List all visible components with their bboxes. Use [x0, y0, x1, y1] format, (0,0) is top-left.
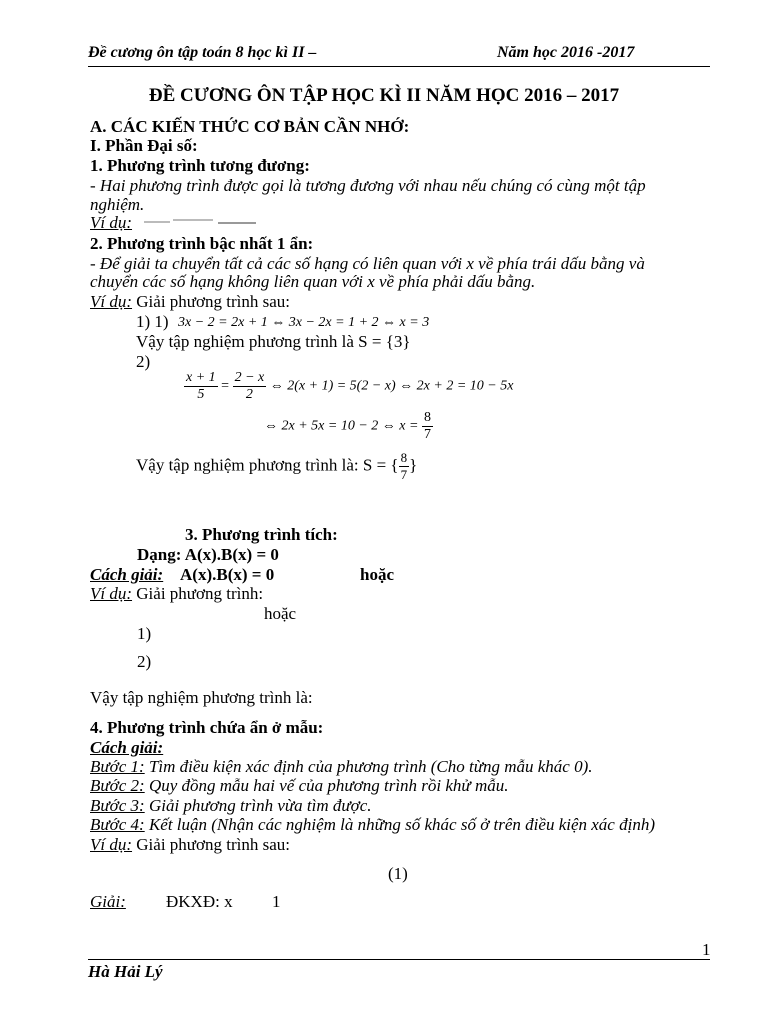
s1-def-line1: - Hai phương trình được gọi là tương đương với nhau nếu chúng có cùng một tập: [90, 176, 646, 195]
s1-def-line2: nghiệm.: [90, 195, 145, 214]
s2-heading: 2. Phương trình bậc nhất 1 ẩn:: [90, 234, 314, 253]
s2-ex1-math: 3x − 2 = 2x + 1 ⇔ 3x − 2x = 1 + 2 ⇔ x = 3: [178, 315, 430, 330]
s2-example-line: [90, 292, 290, 312]
s3-example-label: Ví dụ:: [90, 584, 133, 603]
section-a-heading: A. CÁC KIẾN THỨC CƠ BẢN CẦN NHỚ:: [90, 117, 410, 136]
s4-step-3: Bước 3: Giải phương trình vừa tìm được.: [90, 796, 372, 815]
s3-or-2: hoặc: [264, 604, 297, 623]
s2-ex2-line2: ⇔ 2x + 5x = 10 − 2 ⇔ x = $\frac{8}{7}$: [264, 410, 431, 442]
s3-method-text: A(x).B(x) = 0: [180, 565, 275, 584]
s1-example-label: Ví dụ:: [90, 213, 133, 232]
s2-ex2-fraction-1: $\frac{x + 1}{5}$: [186, 370, 216, 402]
footer-rule: [88, 959, 710, 960]
s3-item-2: 2): [137, 652, 152, 671]
s3-heading: 3. Phương trình tích:: [185, 525, 338, 544]
s3-result: Vậy tập nghiệm phương trình là:: [90, 688, 313, 707]
s4-method-label: Cách giải:: [90, 738, 164, 757]
s2-example-label: Ví dụ:: [90, 292, 133, 311]
header-left: Đề cương ôn tập toán 8 học kì II –: [88, 44, 317, 61]
s3-example-text: Giải phương trình:: [132, 584, 264, 603]
s4-example-line: [90, 835, 290, 855]
s2-ex2-line1: $\frac{x + 1}{5}$ = $\frac{2 - x}{2}$ ⇔ 2(x + 1) = 5(2 − x) ⇔ 2x + 2 = 10 − 5x: [186, 370, 514, 402]
s3-form: Dạng: A(x).B(x) = 0: [137, 545, 279, 564]
header-rule: [88, 66, 710, 67]
s2-ex2-fraction-2: $\frac{2 - x}{2}$: [234, 370, 265, 402]
s2-ex1-label: 1) 1): [136, 312, 169, 331]
footer-author: Hà Hải Lý: [88, 962, 163, 981]
s3-or-1: hoặc: [360, 565, 394, 584]
s4-heading: 4. Phương trình chứa ẩn ở mẫu:: [90, 718, 324, 737]
s4-eq-number: (1): [388, 864, 408, 883]
s2-def-line2: chuyển các số hạng không liên quan với x về phía phải dấu bằng.: [90, 272, 536, 291]
s2-ex2-line1-rest: ⇔ 2(x + 1) = 5(2 − x) ⇔ 2x + 2 = 10 − 5x: [269, 378, 514, 394]
s2-ex2-fraction-3: $\frac{8}{7}$: [423, 410, 431, 442]
page-title: ĐỀ CƯƠNG ÔN TẬP HỌC KÌ II NĂM HỌC 2016 – 2017: [148, 85, 620, 106]
s4-step-1: Bước 1: Tìm điều kiện xác định của phương trình (Cho từng mẫu khác 0).: [90, 757, 593, 776]
s4-dkxd: ĐKXĐ: x: [166, 892, 233, 911]
s2-ex2-result: Vậy tập nghiệm phương trình là: S = { $\frac{8}{7}$ }: [136, 450, 418, 482]
s3-method-label: Cách giải:: [90, 565, 164, 584]
header-right: Năm học 2016 -2017: [497, 44, 635, 61]
s2-example-text: Giải phương trình sau:: [132, 292, 290, 311]
s4-example-label: Ví dụ:: [90, 835, 133, 854]
s2-ex1-result: Vậy tập nghiệm phương trình là S = {3}: [136, 332, 411, 351]
s4-dkxd-value: 1: [272, 892, 281, 911]
s4-example-text: Giải phương trình sau:: [132, 835, 290, 854]
s3-example-line: [90, 584, 263, 604]
s3-method-line: [90, 565, 163, 585]
s3-item-1: 1): [137, 624, 152, 643]
s4-solve-label: Giải:: [90, 892, 126, 911]
s2-ex2-label: 2): [136, 352, 151, 371]
part-1-heading: I. Phần Đại số:: [90, 136, 198, 155]
s4-step-4: Bước 4: Kết luận (Nhận các nghiệm là những số khác số ở trên điều kiện xác định): [90, 815, 655, 834]
s2-ex2-fraction-4: $\frac{8}{7}$: [400, 450, 408, 482]
s2-def-line1: - Để giải ta chuyển tất cả các số hạng có liên quan với x về phía trái dấu bằng và: [90, 254, 645, 273]
page-number: 1: [702, 940, 711, 959]
s1-heading: 1. Phương trình tương đương:: [90, 156, 310, 175]
s4-step-2: Bước 2: Quy đồng mẫu hai vế của phương trình rồi khử mẫu.: [90, 776, 509, 795]
